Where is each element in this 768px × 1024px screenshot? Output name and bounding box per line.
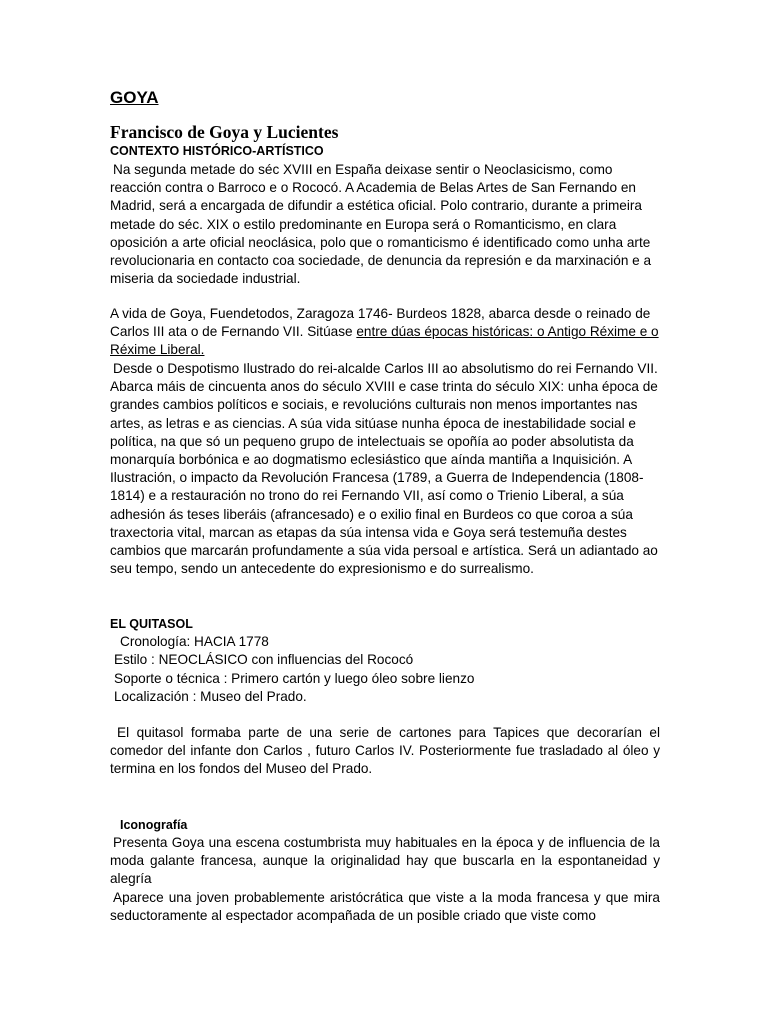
section-heading-iconografia: Iconografía <box>120 818 188 832</box>
paragraph-joven: Aparece una joven probablemente aristócrática que viste a la moda francesa y que mira seductoramente al espectador acompañada de un posible criado que viste como <box>110 890 660 924</box>
field-estilo: Estilo : NEOCLÁSICO con influencias del Rococó <box>114 652 414 667</box>
field-soporte: Soporte o técnica : Primero cartón y luego óleo sobre lienzo <box>114 671 475 686</box>
field-cronologia: Cronología: HACIA 1778 <box>120 634 269 649</box>
document-subtitle: Francisco de Goya y Lucientes <box>110 122 339 142</box>
document-title: GOYA <box>110 88 159 107</box>
paragraph-vida-goya <box>110 305 660 360</box>
section-heading-contexto: CONTEXTO HISTÓRICO-ARTÍSTICO <box>110 144 324 158</box>
section-heading-quitasol: EL QUITASOL <box>110 617 193 631</box>
underlined-epocas: entre dúas épocas históricas: o Antigo Réxime e o Réxime Liberal. <box>110 324 659 358</box>
paragraph-quitasol: El quitasol formaba parte de una serie de cartones para Tapices que decorarían el comedor del infante don Carlos , futuro Carlos IV. Posteriormente fue trasladado al óleo y termina en los fondos del Museo del Prado. <box>110 725 660 777</box>
paragraph-escena-costumbrista: Presenta Goya una escena costumbrista muy habituales en la época y de influencia de la moda galante francesa, aunque la originalidad hay que buscarla en la espontaneidad y alegría <box>110 835 660 887</box>
field-localizacion: Localización : Museo del Prado. <box>114 689 307 704</box>
paragraph-despotismo: Desde o Despotismo Ilustrado do rei-alcalde Carlos III ao absolutismo do rei Fernando VII. Abarca máis de cincuenta anos do século XVIII e case trinta do século XIX: unha época de grandes cambios políticos e sociais, e revolucións culturais non menos importantes nas artes, as letras e as ciencias. A súa vida sitúase nunha época de inestabilidade social e política, na que só un pequeno grupo de intelectuais se opoñía ao poder absolutista da monarquía borbónica e ao dogmatismo eclesiástico que aínda mantiña a Inquisición. A Ilustración, o impacto da Revolución Francesa (1789, a Guerra de Independencia (1808-1814) e a restauración no trono do rei Fernando VII, así como o Trienio Liberal, a súa adhesión ás teses liberáis (afrancesado) e o exilio final en Burdeos co que coroa a súa traxectoria vital, marcan as etapas da súa intensa vida e Goya será testemuña destes cambios que marcarán profundamente a súa vida persoal e artística. Será un adiantado ao seu tempo, sendo un antecedente do expresionismo e do surrealismo. <box>110 361 658 577</box>
paragraph-neoclasicismo: Na segunda metade do séc XVIII en España deixase sentir o Neoclasicismo, como reacción contra o Barroco e o Rococó. A Academia de Belas Artes de San Fernando en Madrid, será a encargada de difundir a estética oficial. Polo contrario, durante a primeira metade do séc. XIX o estilo predominante en Europa será o Romanticismo, en clara oposición a arte oficial neoclásica, polo que o romanticismo é identificado como unha arte revolucionaria en contacto coa sociedade, de denuncia da represión e da marxinación e a miseria da sociedade industrial. <box>110 162 652 287</box>
paragraph-vida-goya-text: A vida de Goya, Fuendetodos, Zaragoza 1746- Burdeos 1828, abarca desde o reinado de Carlos III ata o de Fernando VII. Sitúase <box>110 306 651 340</box>
